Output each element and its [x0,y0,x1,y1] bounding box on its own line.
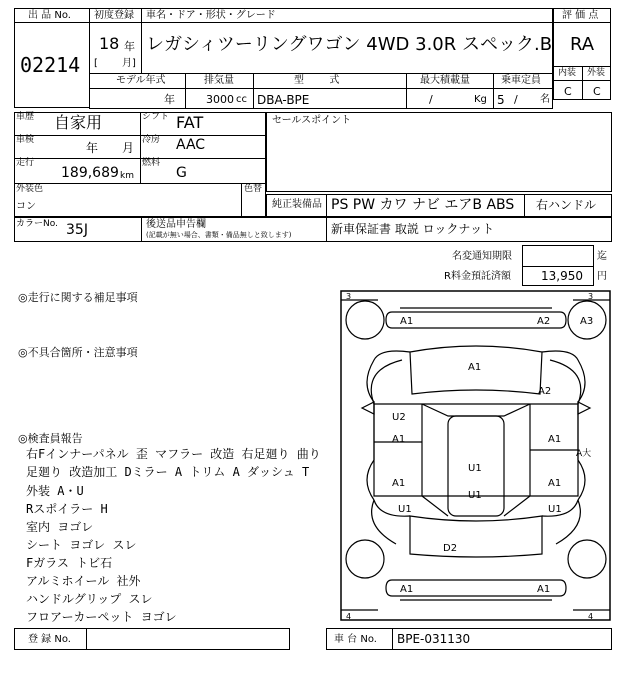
model-year-unit: 年 [164,93,175,106]
docs-note: (記載が無い場合、書類・備品無しと致します) [146,231,292,239]
rear-left-wheel [346,540,384,578]
fuel-label: 燃料 [142,158,161,168]
chassis-value: BPE-031130 [397,632,471,646]
inspector-label: ◎検査員報告 [18,432,83,445]
recycle-value: 13,950 [541,269,583,283]
reg-no-label: 登 録 No. [28,634,71,645]
inspector-line: 足廻り 改造加工 Dミラー A トリム A ダッシュ T [26,465,310,479]
ext-color-value: コン [16,201,36,212]
chassis-divider [392,628,393,650]
color-no-divider [141,217,142,242]
name-change-value-box [522,245,594,267]
exterior-label: 外装 [587,68,606,78]
car-name: レガシィツーリングワゴン 4WD 3.0R スペック.B [146,34,553,55]
ext-color-label: 外装色 [16,184,44,194]
color-no-box [14,217,612,242]
rear-left-fender [372,500,396,544]
inspector-line: アルミホイール 社外 [26,574,141,588]
rear-right-wheel [568,540,606,578]
spec-v4 [493,73,494,109]
first-reg-month: 月] [122,58,136,69]
inspector-line: フロアーカーペット ヨゴレ [26,610,177,624]
max-load-unit: Kg [474,94,487,105]
mark-roof-upper: U1 [468,463,482,474]
ext-color-box [14,183,266,217]
recycle-label: R料金預託済額 [444,271,511,282]
defects-label: ◎不具合箇所・注意事項 [18,346,138,359]
trunk [410,516,542,557]
docs-divider [326,217,327,242]
mark-left-front-door-top: U2 [392,412,406,423]
history-label: 車歴 [16,112,35,122]
evaluation-label: 評 価 点 [562,10,599,21]
docs-label: 後送品申告欄 [146,219,206,230]
shift-value: FAT [176,113,204,132]
mark-right-front-door: A1 [548,434,562,445]
spec-v2 [253,73,254,109]
mark-right-rear-door: A1 [548,478,562,489]
right-mirror [578,402,590,414]
diagram-frame [341,291,610,620]
right-front-fender [550,360,581,404]
inspector-line: 外装 A・U [26,484,84,498]
inspector-line: 右Fインナーパネル 歪 マフラー 改造 右足廻り 曲り [26,447,321,461]
factory-equip-value: PS PW カワ ナビ エアB ABS [331,197,515,213]
mileage-unit: km [120,171,134,181]
inspection-year: 年 [86,141,99,155]
max-load-label: 最大積載量 [420,75,470,86]
driving-notes-label: ◎走行に関する補足事項 [18,291,138,304]
mark-rear-bumper-right: A1 [537,584,551,595]
corner-number-br: 4 [588,612,594,621]
detail-v1 [140,112,141,184]
mark-left-front-door: A1 [392,434,406,445]
vehicle-divider [89,22,553,23]
mileage-value: 189,689 [61,165,119,181]
mark-front-bumper-right: A2 [537,316,551,327]
capacity-value: 5 [497,93,505,107]
first-reg-month-open: [ [94,58,98,69]
eval-divider [553,22,611,23]
lot-label: 出 品 No. [28,10,71,21]
exterior-score: C [593,85,601,98]
mark-hood: A1 [468,362,482,373]
color-change-label: 色替 [244,184,263,194]
left-mirror [362,402,374,414]
inspection-label: 車検 [16,135,35,145]
left-front-fender [371,360,402,404]
inspector-line: Rスポイラー H [26,502,108,516]
inspector-line: 室内 ヨゴレ [26,520,94,534]
car-damage-diagram [340,290,612,622]
mark-left-rear-door: A1 [392,478,406,489]
mileage-label: 走行 [16,158,35,168]
spec-v3 [406,73,407,109]
first-reg-label: 初度登録 [94,10,134,21]
mark-trunk: D2 [443,543,458,554]
shift-label: シフト [142,112,170,122]
first-reg-year: 18 [99,34,120,53]
capacity-unit: 名 [540,94,550,105]
mark-front-right-wheel: A3 [580,316,594,327]
inspector-line: ハンドルグリップ スレ [26,592,153,606]
first-reg-year-unit: 年 [124,40,135,53]
fuel-value: G [176,165,187,181]
mark-rear-bumper-left: A1 [400,584,414,595]
interior-label: 内装 [558,68,577,78]
equip-v1 [326,194,327,217]
eval-divider-v [582,66,583,100]
recycle-unit: 円 [597,271,607,282]
mark-left-quarter: U1 [398,504,412,515]
model-year-label: モデル年式 [116,75,166,86]
equip-v2 [524,194,525,217]
lot-divider [14,22,90,23]
mark-front-right-fender: A2 [538,386,552,397]
car-name-label: 車名・ドア・形状・グレード [146,10,276,21]
inspection-month: 月 [122,141,135,155]
displacement-label: 排気量 [204,75,234,86]
drive-side: 右ハンドル [536,198,597,212]
front-left-wheel [346,301,384,339]
color-no-label: カラーNo. [16,219,58,229]
displacement-value: 3000 [206,93,234,106]
color-no-value: 35J [66,222,88,238]
first-reg-divider [141,8,142,74]
mark-right-quarter: U1 [548,504,562,515]
windshield [422,404,530,416]
corner-number-bl: 4 [346,612,352,621]
inspector-line: Fガラス トビ石 [26,556,113,570]
color-change-divider [241,183,242,217]
mark-front-bumper-left: A1 [400,316,414,327]
spec-v1 [185,73,186,109]
reg-no-divider [86,628,87,650]
name-change-suffix: 迄 [597,251,607,262]
max-load-slash: / [429,93,433,106]
corner-number-tr: 3 [588,292,594,301]
type-label: 型 式 [294,75,340,86]
capacity-label: 乗車定員 [501,75,541,86]
inspector-line: シート ヨゴレ スレ [26,538,137,552]
chassis-label: 車 台 No. [334,634,377,645]
mark-right-rear-door-note: A大 [576,449,592,459]
lot-number: 02214 [20,53,81,77]
displacement-unit: cc [236,94,247,105]
spec-divider [89,88,553,89]
corner-number-tl: 3 [346,292,352,301]
docs-value: 新車保証書 取説 ロックナット [331,222,495,236]
ac-label: 冷房 [142,135,161,145]
sales-points-label: セールスポイント [272,115,352,126]
name-change-label: 名変通知期限 [452,251,512,262]
history-value: 自家用 [54,113,103,132]
interior-score: C [564,85,572,98]
ac-value: AAC [176,137,206,153]
mark-roof-lower: U1 [468,490,482,501]
evaluation-score: RA [570,34,595,55]
capacity-slash: / [514,93,518,106]
factory-equip-label: 純正装備品 [272,199,322,210]
type-value: DBA-BPE [257,93,310,107]
